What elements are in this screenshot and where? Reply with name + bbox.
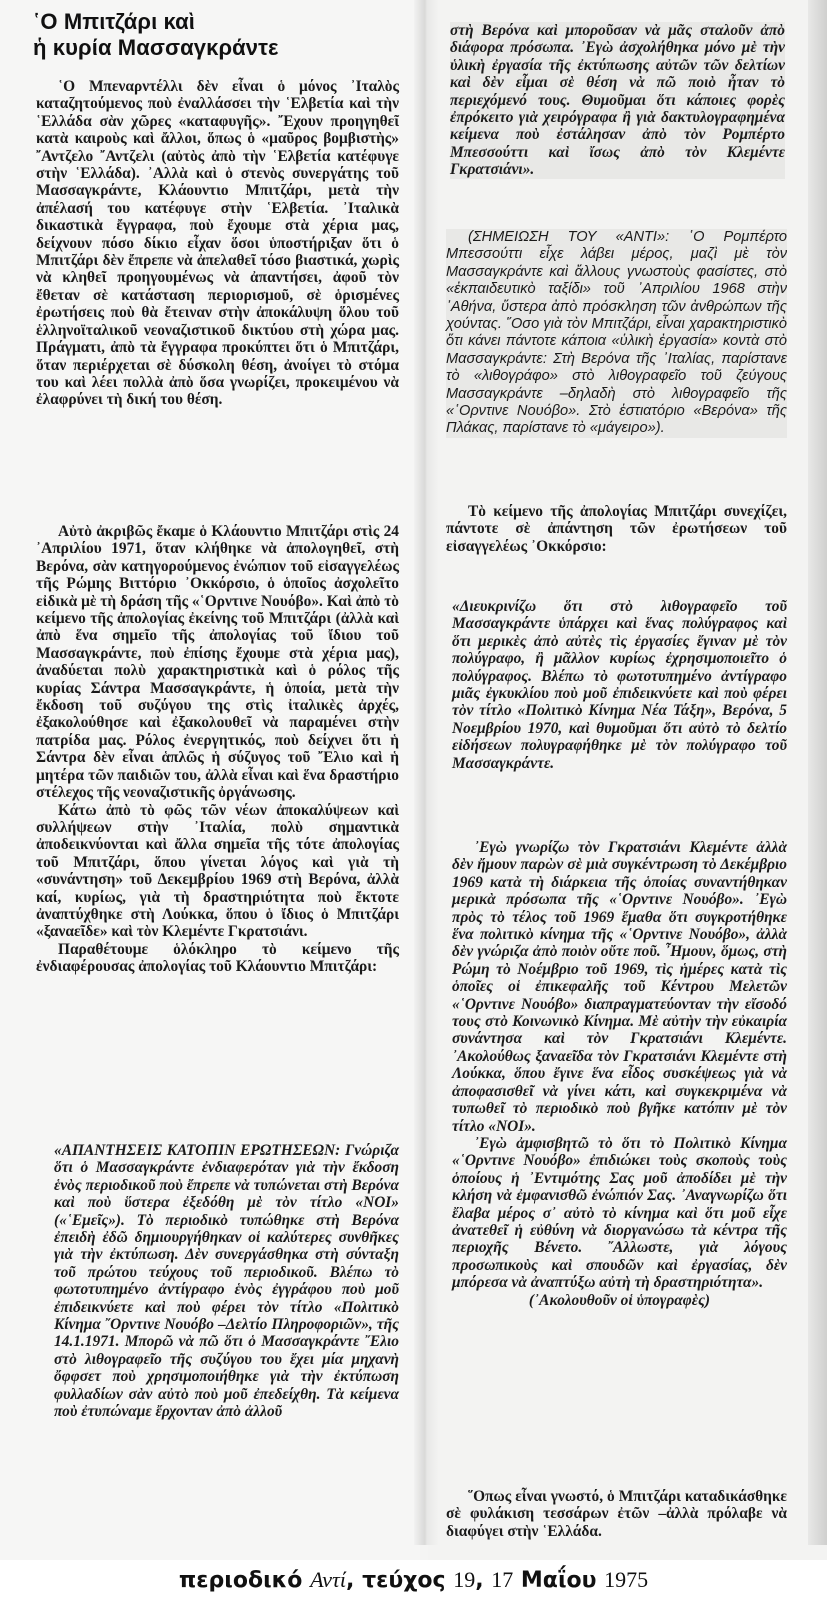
- caption-magazine: Αντί: [310, 1567, 347, 1592]
- caption-month: Μαΐου: [513, 1568, 605, 1593]
- paragraph-april-1971: Αὐτὸ ἀκριβῶς ἔκαμε ὁ Κλάουντιο Μπιτζάρι στὶς 24 ᾿Απριλίου 1971, ὅταν κλήθηκε νὰ ἀπολογηθεῖ, στὴ Βερόνα, σὰν κατηγορούμενος ἐνώπιον τοῦ εἰσαγγελέως τῆς Ρώμης Βιττόριο ᾿Οκκόρσιο, ὁ ὁποῖος ἀσχολεῖτο εἰδικὰ μὲ τὴ δράση τῆς «῾Ορντινε Νουόβο». Καὶ ἀπὸ τὸ κείμενο τῆς ἀπολογίας ἐκείνης τοῦ Μπιτζάρι (ἀλλὰ καὶ ἀπὸ ἕνα σημεῖο τῆς ἀπολογίας τοῦ ἴδιου τοῦ Μασσαγκράντε, ποὺ ἐπίσης ἔχουμε στὰ χέρια μας), ἀναδύεται πολὺ χαρακτηριστικὰ καὶ ὁ ρόλος τῆς κυρίας Σάντρα Μασσαγκράντε, ἡ ὁποία, μετὰ τὴν ἔκδοση τοῦ συζύγου της στὶς ἰταλικὲς ἀρχές, ἐξακολούθησε καὶ ἐξακολουθεῖ νὰ παραμένει στὴν πατρίδα μας. Ρόλος ἐνεργητικός, ποὺ δείχνει ὅτι ἡ Σάντρα δὲν εἶναι ἁπλῶς ἡ σύζυγος τοῦ ῎Ελιο καὶ ἡ μητέρα τῶν παιδιῶν του, ἀλλὰ εἶναι καὶ ἕνα δραστήριο στέλεχος τῆς νεοναζιστικῆς ὀργάνωσης.: [36, 523, 399, 802]
- left-body-1: [36, 78, 399, 409]
- paragraph-continues: Τὸ κείμενο τῆς ἀπολογίας Μπιτζάρι συνεχίζει, πάντοτε σὲ ἀπάντηση τῶν ἐρωτήσεων τοῦ εἰσαγγελέως ᾿Οκκόρσιο:: [446, 503, 787, 555]
- closing-body: [446, 1488, 787, 1540]
- paragraph-intro: ῾Ο Μπεναρντέλλι δὲν εἶναι ὁ μόνος ᾿Ιταλὸς καταζητούμενος ποὺ ἐναλλάσσει τὴν ῾Ελβετία καὶ τὴν ῾Ελλάδα σὰν χῶρες «καταφυγῆς». ῎Εχουν προηγηθεῖ κατὰ καιροὺς καὶ ἄλλοι, ὅπως ὁ «μαῦρος βομβιστὴς» ῎Αντζελο ῎Αντζελι (αὐτὸς ἀπὸ τὴν ῾Ελβετία κατέφυγε στὴν ῾Ελλάδα). ᾿Αλλὰ καὶ ὁ στενὸς συνεργάτης τοῦ Μασσαγκράντε, Κλάουντιο Μπιτζάρι, μετὰ τὴν ἀπέλασή του κατέφυγε στὴν ῾Ελβετία. ᾿Ιταλικὰ δικαστικὰ ἔγγραφα, ποὺ ἔχουμε στὰ χέρια μας, δείχνουν πόσο δίκιο εἶχαν ὅσοι ὑποστήριξαν ὅτι ὁ Μπιτζάρι δὲν ἔπρεπε νὰ ἀπελαθεῖ τόσο βιαστικά, χωρὶς νὰ κληθεῖ προηγουμένως νὰ ἀπαντήσει, ἀφοῦ τὸν ἔθεταν σὲ κατάσταση περιορισμοῦ, σὲ ὁρισμένες ἐρωτήσεις ποὺ θὰ ἔτειναν στὴν ἀποκάλυψη ὅλου τοῦ ἑλληνοϊταλικοῦ νεοναζιστικοῦ δικτύου στὴ χώρα μας. Πράγματι, ἀπὸ τὰ ἔγγραφα προκύπτει ὅτι ὁ Μπιτζάρι, ὅταν περιέρχεται σὲ δύσκολη θέση, ἀνοίγει τὸ στόμα του καὶ λέει πολλὰ ἀπὸ ὅσα γνωρίζει, προκειμένου νὰ ἐλαφρύνει τὴ δική του θέση.: [36, 78, 399, 409]
- right-body: [446, 503, 787, 555]
- paragraph-full-text-intro: Παραθέτουμε ὁλόκληρο τὸ κείμενο τῆς ἐνδιαφέρουσας ἀπολογίας τοῦ Κλάουντιο Μπιτζάρι:: [36, 940, 399, 976]
- left-body-2: [36, 523, 399, 976]
- left-quote: [54, 1142, 399, 1421]
- editor-note: [446, 229, 787, 438]
- caption-separator: ,: [475, 1568, 492, 1593]
- title-line-2: ἡ κυρία Μασσαγκράντε: [33, 35, 279, 60]
- page-edge-shadow: [808, 0, 827, 1545]
- caption-prefix: περιοδικό: [178, 1568, 311, 1593]
- quote-lithography: «Διευκρινίζω ὅτι στὸ λιθογραφεῖο τοῦ Μασσαγκράντε ὑπάρχει καὶ ἕνας πολύγραφος καὶ ὅτι μερικὲς ἀπὸ αὐτὲς τὶς ἐργασίες ἔγιναν μὲ τὸν πολύγραφο, ἢ μᾶλλον κυρίως ἐχρησιμοποιεῖτο ὁ πολύγραφος. Βλέπω τὸ φωτοτυπημένο ἀντίγραφο μιᾶς ἐγκυκλίου ποὺ μοῦ ἐπιδεικνύετε καὶ ποὺ φέρει τὸν τίτλο «Πολιτικὸ Κίνημα Νέα Τάξη», Βερόνα, 5 Νοεμβρίου 1970, καὶ θυμοῦμαι ὅτι αὐτὸ τὸ δελτίο εἰδήσεων πολυγραφήθηκε μὲ τὸν πολύγραφο τοῦ Μασσαγκράντε.: [452, 598, 787, 772]
- article-title: [33, 9, 393, 61]
- caption-issue-number: 19: [453, 1567, 476, 1592]
- right-quote-cont: [450, 22, 785, 179]
- paragraph-closing: ῞Οπως εἶναι γνωστό, ὁ Μπιτζάρι καταδικάσθηκε σὲ φυλάκιση τεσσάρων ἐτῶν –ἀλλὰ πρόλαβε νὰ διαφύγει στὴν ῾Ελλάδα.: [446, 1488, 787, 1540]
- right-quote-2: [452, 598, 787, 772]
- caption-year: 1975: [604, 1567, 649, 1592]
- caption-issue-label: , τεύχος: [346, 1568, 454, 1593]
- quote-continuation: στὴ Βερόνα καὶ μποροῦσαν νὰ μᾶς σταλοῦν ἀπὸ διάφορα πρόσωπα. ᾿Εγὼ ἀσχολήθηκα μόνο μὲ τὴν ὑλικὴ ἐργασία τῆς ἐκτύπωσης αὐτῶν τῶν δελτίων καὶ δὲν εἶμαι σὲ θέση νὰ πῶ ποιὸ ἦταν τὸ περιεχόμενό τους. Θυμοῦμαι ὅτι κάποιες φορὲς ἐπρόκειτο γιὰ χειρόγραφα ἢ γιὰ δακτυλογραφημένα κείμενα ποὺ ἐστάλησαν ἀπὸ τὸν Ρομπέρτο Μπεσσούττι καὶ ἴσως ἀπὸ τὸν Κλεμέντε Γκρατσιάνι».: [450, 22, 785, 179]
- caption-day: 17: [491, 1567, 514, 1592]
- column-gutter: [414, 0, 438, 1545]
- right-quote-3: [452, 839, 787, 1309]
- quote-answers: «ΑΠΑΝΤΗΣΕΙΣ ΚΑΤΟΠΙΝ ΕΡΩΤΗΣΕΩΝ: Γνώριζα ὅτι ὁ Μασσαγκράντε ἐνδιαφερόταν γιὰ τὴν ἔκδοση ἑνὸς περιοδικοῦ ποὺ ἔπρεπε νὰ τυπώνεται στὴ Βερόνα καὶ ποὺ ὕστερα ἐξεδόθη μὲ τὸν τίτλο «NOI» («῾Εμεῖς»). Τὸ περιοδικὸ τυπώθηκε στὴ Βερόνα ἐπειδὴ ἐδῶ δημιουργήθηκαν οἱ καλύτερες συνθῆκες γιὰ τὴν ἐκτύπωση. Δὲν συνεργάσθηκα στὴ σύνταξη τοῦ πρώτου τεύχους τοῦ περιοδικοῦ. Βλέπω τὸ φωτοτυπημένο ἀντίγραφο ἑνὸς ἐγγράφου ποὺ μοῦ ἐπιδεικνύετε καὶ ποὺ φέρει τὸν τίτλο «Πολιτικὸ Κίνημα ῎Ορντινε Νουόβο –Δελτίο Πληροφοριῶν», τῆς 14.1.1971. Μπορῶ νὰ πῶ ὅτι ὁ Μασσαγκράντε ῎Ελιο στὸ λιθογραφεῖο τῆς συζύγου του ἔχει μία μηχανὴ ὄφφσετ ποὺ χρησιμοποιήθηκε γιὰ τὴν ἐκτύπωση φυλλαδίων σὰν αὐτὸ ποὺ μοῦ ἐπεδείχθη. Τὰ κείμενα ποὺ ἐτυπώναμε ἔρχονταν ἀπὸ ἀλλοῦ: [54, 1142, 399, 1421]
- note-anti: (ΣΗΜΕΙΩΣΗ ΤΟΥ «ΑΝΤΙ»: ῾Ο Ρομπέρτο Μπεσσούττι εἶχε λάβει μέρος, μαζὶ μὲ τὸν Μασσαγκράντε καὶ ἄλλους γνωστοὺς φασίστες, στὸ «ἐκπαιδευτικὸ ταξίδι» τοῦ ᾿Απριλίου 1968 στὴν ᾿Αθήνα, ὕστερα ἀπὸ πρόσκληση τῶν ἀνθρώπων τῆς χούντας. ῞Οσο γιὰ τὸν Μπιτζάρι, εἶναι χαρακτηριστικὸ ὅτι κάνει πάντοτε κάποια «ὑλικὴ ἐργασία» κοντὰ στὸ Μασσαγκράντε: Στὴ Βερόνα τῆς ᾿Ιταλίας, παρίστανε τὸ «λιθογράφο» στὸ λιθογραφεῖο τοῦ ζεύγους Μασσαγκράντε –δηλαδὴ στὸ λιθογραφεῖο τῆς «῾Ορντινε Νουόβο». Στὸ ἑστιατόριο «Βερόνα» τῆς Πλάκας, παρίστανε τὸ «μάγειρο»).: [446, 229, 787, 437]
- title-line-1: ῾Ο Μπιτζάρι καὶ: [33, 9, 195, 34]
- paragraph-new-revelations: Κάτω ἀπὸ τὸ φῶς τῶν νέων ἀποκαλύψεων καὶ συλλήψεων στὴν ᾿Ιταλία, πολὺ σημαντικὰ ἀποδεικνύονται καὶ ἄλλα σημεῖα τῆς τότε ἀπολογίας τοῦ Μπιτζάρι, ὅπου γίνεται λόγος καὶ γιὰ τὴ «συνάντηση» τοῦ Δεκεμβρίου 1969 στὴ Βερόνα, ἀλλὰ καί, κυρίως, γιὰ τὴ δραστηριότητα ποὺ ἔκτοτε ἀναπτύχθηκε στὴ Λούκκα, ὅπου ὁ ἴδιος ὁ Μπιτζάρι «ξαναεῖδε» καὶ τὸν Κλεμέντε Γκρατσιάνι.: [36, 801, 399, 941]
- quote-grazziani: ᾿Εγὼ γνωρίζω τὸν Γκρατσιάνι Κλεμέντε ἀλλὰ δὲν ἤμουν παρὼν σὲ μιὰ συγκέντρωση τὸ Δεκέμβριο 1969 κατὰ τὴ διάρκεια τῆς ὁποίας συναντήθηκαν μερικὰ πρόσωπα τῆς «῾Ορντινε Νουόβο». ᾿Εγὼ πρὸς τὸ τέλος τοῦ 1969 ἔμαθα ὅτι συγκροτήθηκε ἕνα πολιτικὸ κίνημα τῆς «῾Ορντινε Νουόβο», ἀλλὰ δὲν γνώριζα ἀπὸ ποιὸν οὔτε ποῦ. ῏Ημουν, ὅμως, στὴ Ρώμη τὸ Νοέμβριο τοῦ 1969, τὶς ἡμέρες κατὰ τὶς ὁποῖες οἱ ἐπικεφαλῆς τοῦ Κέντρου Μελετῶν «῾Ορντινε Νουόβο» διαπραγματεύονταν τὴν εἴσοδό τους στὸ Κοινωνικὸ Κίνημα. Μὲ αὐτὴν τὴν εὐκαιρία συνάντησα καὶ τὸν Γκρατσιάνι Κλεμέντε. ᾿Ακολούθως ξαναεῖδα τὸν Γκρατσιάνι Κλεμέντε στὴ Λούκκα, ὅπου ἔγινε ἕνα εἶδος συσκέψεως γιὰ νὰ ἀποφασισθεῖ νὰ γίνει κάτι, καὶ συγκεκριμένα νὰ τυπωθεῖ τὸ περιοδικὸ ποὺ βγῆκε κατόπιν μὲ τὸν τίτλο «NOI».: [452, 839, 787, 1135]
- source-caption: [0, 1560, 827, 1600]
- quote-dispute: ᾿Εγὼ ἀμφισβητῶ τὸ ὅτι τὸ Πολιτικὸ Κίνημα «῾Ορντινε Νουόβο» ἐπιδιώκει τοὺς σκοποὺς τοὺς ὁποίους ἡ ᾿Εντιμότης Σας μοῦ ἀποδίδει μὲ τὴν κλήση νὰ ἐμφανισθῶ ἐνώπιόν Σας. ᾿Αναγνωρίζω ὅτι ἔλαβα μέρος σ᾿ αὐτὸ τὸ κίνημα καὶ ὅτι μοῦ εἶχε ἀνατεθεῖ ἡ εὐθύνη νὰ διοργανώσω τὰ κέντρα τῆς περιοχῆς Βένετο. ῎Αλλωστε, γιὰ λόγους προσωπικοὺς καὶ σπουδῶν καὶ ἐργασίας, δὲν μπόρεσα νὰ ἀναπτύξω αὐτὴ τὴ δραστηριότητα».: [452, 1134, 787, 1292]
- signatures-note: (᾿Ακολουθοῦν οἱ ὑπογραφὲς): [528, 1291, 711, 1309]
